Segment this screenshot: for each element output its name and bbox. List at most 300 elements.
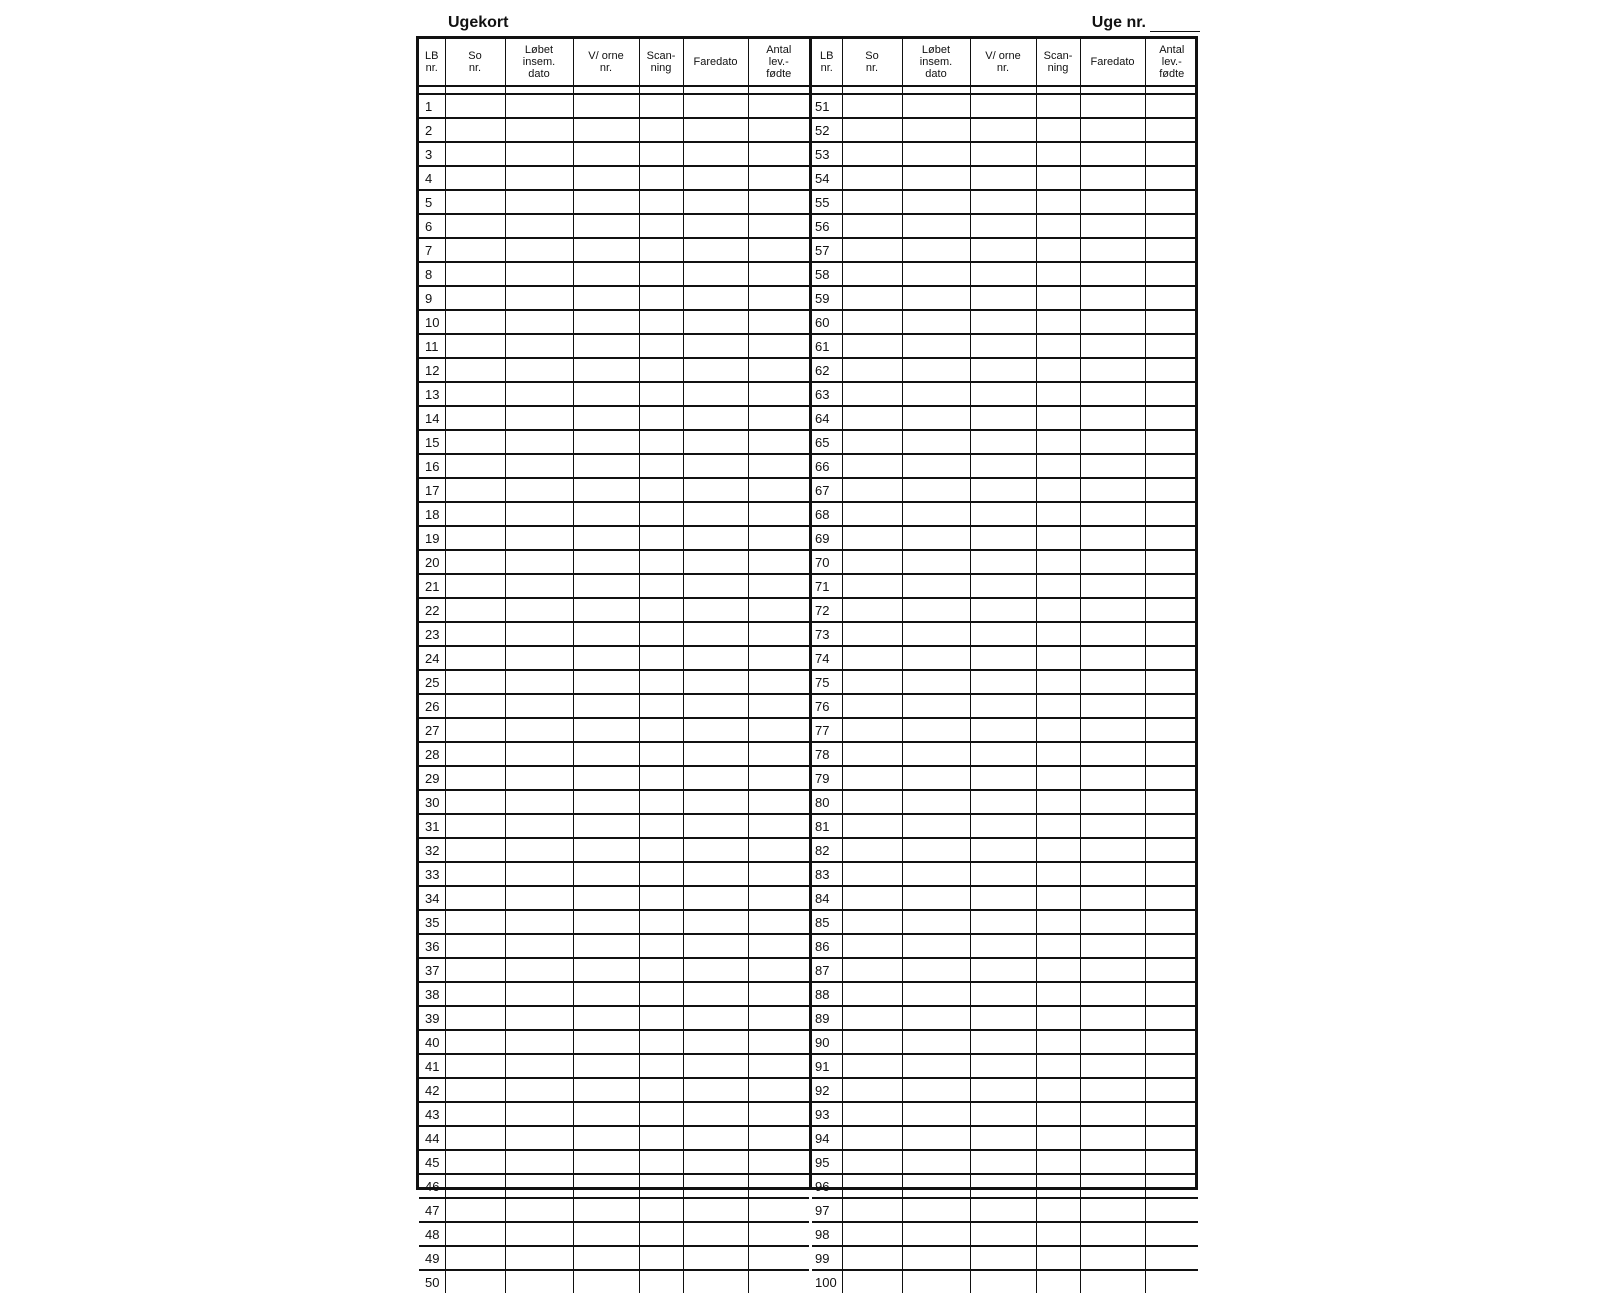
entry-cell-boar-nr[interactable]: [573, 598, 639, 622]
entry-cell-farrowing-date[interactable]: [683, 862, 748, 886]
entry-cell-boar-nr[interactable]: [573, 838, 639, 862]
entry-cell-liveborn-count[interactable]: [748, 1054, 809, 1078]
entry-cell-scanning[interactable]: [1036, 166, 1080, 190]
entry-cell-liveborn-count[interactable]: [1145, 502, 1198, 526]
entry-cell-insemination-date[interactable]: [902, 1030, 970, 1054]
entry-cell-scanning[interactable]: [1036, 982, 1080, 1006]
entry-cell-liveborn-count[interactable]: [1145, 958, 1198, 982]
entry-cell-insemination-date[interactable]: [902, 622, 970, 646]
entry-cell-liveborn-count[interactable]: [748, 574, 809, 598]
entry-cell-boar-nr[interactable]: [970, 382, 1036, 406]
entry-cell-farrowing-date[interactable]: [683, 1126, 748, 1150]
entry-cell-boar-nr[interactable]: [970, 1174, 1036, 1198]
entry-cell-insemination-date[interactable]: [505, 166, 573, 190]
entry-cell-liveborn-count[interactable]: [1145, 670, 1198, 694]
entry-cell-scanning[interactable]: [1036, 862, 1080, 886]
entry-cell-so-nr[interactable]: [842, 382, 902, 406]
entry-cell-liveborn-count[interactable]: [748, 670, 809, 694]
entry-cell-scanning[interactable]: [1036, 1174, 1080, 1198]
entry-cell-boar-nr[interactable]: [573, 190, 639, 214]
entry-cell-liveborn-count[interactable]: [1145, 814, 1198, 838]
entry-cell-farrowing-date[interactable]: [1080, 526, 1145, 550]
entry-cell-scanning[interactable]: [1036, 598, 1080, 622]
entry-cell-so-nr[interactable]: [842, 118, 902, 142]
entry-cell-boar-nr[interactable]: [970, 646, 1036, 670]
entry-cell-scanning[interactable]: [1036, 838, 1080, 862]
entry-cell-liveborn-count[interactable]: [748, 646, 809, 670]
entry-cell-so-nr[interactable]: [445, 430, 505, 454]
entry-cell-scanning[interactable]: [639, 142, 683, 166]
entry-cell-boar-nr[interactable]: [573, 502, 639, 526]
entry-cell-so-nr[interactable]: [445, 526, 505, 550]
entry-cell-boar-nr[interactable]: [573, 862, 639, 886]
entry-cell-insemination-date[interactable]: [505, 1054, 573, 1078]
entry-cell-farrowing-date[interactable]: [683, 1054, 748, 1078]
entry-cell-liveborn-count[interactable]: [748, 550, 809, 574]
entry-cell-so-nr[interactable]: [445, 838, 505, 862]
entry-cell-insemination-date[interactable]: [505, 790, 573, 814]
entry-cell-scanning[interactable]: [1036, 1030, 1080, 1054]
entry-cell-boar-nr[interactable]: [573, 1030, 639, 1054]
entry-cell-boar-nr[interactable]: [573, 430, 639, 454]
entry-cell-liveborn-count[interactable]: [748, 358, 809, 382]
entry-cell-liveborn-count[interactable]: [1145, 214, 1198, 238]
entry-cell-boar-nr[interactable]: [573, 1174, 639, 1198]
entry-cell-insemination-date[interactable]: [902, 286, 970, 310]
entry-cell-farrowing-date[interactable]: [1080, 166, 1145, 190]
entry-cell-insemination-date[interactable]: [505, 1270, 573, 1293]
entry-cell-insemination-date[interactable]: [505, 1174, 573, 1198]
entry-cell-liveborn-count[interactable]: [748, 1222, 809, 1246]
entry-cell-insemination-date[interactable]: [505, 742, 573, 766]
entry-cell-liveborn-count[interactable]: [1145, 1102, 1198, 1126]
entry-cell-so-nr[interactable]: [445, 478, 505, 502]
entry-cell-so-nr[interactable]: [842, 1126, 902, 1150]
entry-cell-boar-nr[interactable]: [573, 934, 639, 958]
entry-cell-insemination-date[interactable]: [902, 1102, 970, 1126]
entry-cell-boar-nr[interactable]: [970, 190, 1036, 214]
entry-cell-farrowing-date[interactable]: [1080, 454, 1145, 478]
entry-cell-farrowing-date[interactable]: [1080, 1222, 1145, 1246]
entry-cell-farrowing-date[interactable]: [683, 214, 748, 238]
entry-cell-farrowing-date[interactable]: [683, 310, 748, 334]
entry-cell-boar-nr[interactable]: [573, 886, 639, 910]
entry-cell-so-nr[interactable]: [445, 718, 505, 742]
entry-cell-scanning[interactable]: [1036, 1246, 1080, 1270]
entry-cell-insemination-date[interactable]: [505, 862, 573, 886]
entry-cell-insemination-date[interactable]: [505, 646, 573, 670]
entry-cell-boar-nr[interactable]: [573, 166, 639, 190]
entry-cell-liveborn-count[interactable]: [1145, 406, 1198, 430]
entry-cell-liveborn-count[interactable]: [1145, 910, 1198, 934]
entry-cell-liveborn-count[interactable]: [1145, 1198, 1198, 1222]
entry-cell-boar-nr[interactable]: [573, 262, 639, 286]
entry-cell-farrowing-date[interactable]: [683, 790, 748, 814]
entry-cell-boar-nr[interactable]: [573, 478, 639, 502]
entry-cell-farrowing-date[interactable]: [1080, 814, 1145, 838]
entry-cell-insemination-date[interactable]: [902, 502, 970, 526]
entry-cell-insemination-date[interactable]: [902, 1078, 970, 1102]
entry-cell-farrowing-date[interactable]: [1080, 1006, 1145, 1030]
entry-cell-farrowing-date[interactable]: [1080, 382, 1145, 406]
entry-cell-insemination-date[interactable]: [505, 886, 573, 910]
entry-cell-scanning[interactable]: [1036, 814, 1080, 838]
entry-cell-scanning[interactable]: [639, 478, 683, 502]
entry-cell-so-nr[interactable]: [445, 238, 505, 262]
entry-cell-boar-nr[interactable]: [573, 958, 639, 982]
entry-cell-boar-nr[interactable]: [573, 694, 639, 718]
entry-cell-scanning[interactable]: [639, 118, 683, 142]
entry-cell-so-nr[interactable]: [445, 142, 505, 166]
entry-cell-liveborn-count[interactable]: [748, 958, 809, 982]
entry-cell-farrowing-date[interactable]: [1080, 478, 1145, 502]
entry-cell-so-nr[interactable]: [842, 478, 902, 502]
entry-cell-so-nr[interactable]: [842, 694, 902, 718]
entry-cell-scanning[interactable]: [1036, 766, 1080, 790]
entry-cell-so-nr[interactable]: [842, 670, 902, 694]
entry-cell-insemination-date[interactable]: [902, 790, 970, 814]
entry-cell-so-nr[interactable]: [445, 310, 505, 334]
entry-cell-boar-nr[interactable]: [970, 1078, 1036, 1102]
entry-cell-insemination-date[interactable]: [902, 214, 970, 238]
entry-cell-scanning[interactable]: [1036, 478, 1080, 502]
entry-cell-liveborn-count[interactable]: [1145, 1246, 1198, 1270]
entry-cell-scanning[interactable]: [1036, 406, 1080, 430]
entry-cell-so-nr[interactable]: [842, 1054, 902, 1078]
entry-cell-scanning[interactable]: [639, 310, 683, 334]
entry-cell-farrowing-date[interactable]: [683, 526, 748, 550]
entry-cell-insemination-date[interactable]: [505, 454, 573, 478]
entry-cell-so-nr[interactable]: [842, 862, 902, 886]
entry-cell-farrowing-date[interactable]: [683, 622, 748, 646]
entry-cell-insemination-date[interactable]: [902, 310, 970, 334]
entry-cell-farrowing-date[interactable]: [1080, 118, 1145, 142]
entry-cell-scanning[interactable]: [639, 790, 683, 814]
entry-cell-boar-nr[interactable]: [573, 310, 639, 334]
entry-cell-boar-nr[interactable]: [573, 1246, 639, 1270]
entry-cell-farrowing-date[interactable]: [1080, 886, 1145, 910]
entry-cell-liveborn-count[interactable]: [748, 790, 809, 814]
entry-cell-boar-nr[interactable]: [970, 790, 1036, 814]
entry-cell-farrowing-date[interactable]: [1080, 238, 1145, 262]
entry-cell-boar-nr[interactable]: [970, 1150, 1036, 1174]
entry-cell-boar-nr[interactable]: [970, 958, 1036, 982]
entry-cell-so-nr[interactable]: [842, 958, 902, 982]
entry-cell-scanning[interactable]: [1036, 1006, 1080, 1030]
entry-cell-scanning[interactable]: [1036, 1078, 1080, 1102]
entry-cell-insemination-date[interactable]: [505, 94, 573, 118]
entry-cell-liveborn-count[interactable]: [1145, 862, 1198, 886]
entry-cell-liveborn-count[interactable]: [1145, 622, 1198, 646]
entry-cell-scanning[interactable]: [639, 1246, 683, 1270]
entry-cell-so-nr[interactable]: [842, 1198, 902, 1222]
entry-cell-so-nr[interactable]: [445, 1078, 505, 1102]
entry-cell-insemination-date[interactable]: [505, 622, 573, 646]
entry-cell-scanning[interactable]: [639, 934, 683, 958]
entry-cell-liveborn-count[interactable]: [1145, 1126, 1198, 1150]
entry-cell-insemination-date[interactable]: [902, 238, 970, 262]
entry-cell-farrowing-date[interactable]: [1080, 142, 1145, 166]
entry-cell-scanning[interactable]: [1036, 382, 1080, 406]
entry-cell-farrowing-date[interactable]: [1080, 1126, 1145, 1150]
entry-cell-so-nr[interactable]: [445, 910, 505, 934]
entry-cell-farrowing-date[interactable]: [683, 454, 748, 478]
entry-cell-farrowing-date[interactable]: [1080, 1030, 1145, 1054]
entry-cell-farrowing-date[interactable]: [683, 166, 748, 190]
entry-cell-insemination-date[interactable]: [902, 526, 970, 550]
entry-cell-boar-nr[interactable]: [970, 982, 1036, 1006]
entry-cell-scanning[interactable]: [1036, 118, 1080, 142]
entry-cell-boar-nr[interactable]: [970, 814, 1036, 838]
entry-cell-so-nr[interactable]: [445, 1006, 505, 1030]
entry-cell-so-nr[interactable]: [842, 838, 902, 862]
entry-cell-scanning[interactable]: [1036, 958, 1080, 982]
entry-cell-farrowing-date[interactable]: [683, 1150, 748, 1174]
entry-cell-scanning[interactable]: [639, 550, 683, 574]
entry-cell-scanning[interactable]: [639, 1006, 683, 1030]
entry-cell-so-nr[interactable]: [445, 862, 505, 886]
entry-cell-boar-nr[interactable]: [573, 118, 639, 142]
entry-cell-boar-nr[interactable]: [573, 1198, 639, 1222]
entry-cell-so-nr[interactable]: [445, 1270, 505, 1293]
entry-cell-scanning[interactable]: [639, 502, 683, 526]
entry-cell-insemination-date[interactable]: [505, 286, 573, 310]
entry-cell-insemination-date[interactable]: [902, 862, 970, 886]
entry-cell-insemination-date[interactable]: [902, 958, 970, 982]
week-number-field[interactable]: [1092, 14, 1200, 32]
entry-cell-farrowing-date[interactable]: [683, 118, 748, 142]
entry-cell-farrowing-date[interactable]: [683, 1198, 748, 1222]
entry-cell-liveborn-count[interactable]: [1145, 766, 1198, 790]
entry-cell-liveborn-count[interactable]: [1145, 1222, 1198, 1246]
entry-cell-farrowing-date[interactable]: [1080, 670, 1145, 694]
entry-cell-scanning[interactable]: [1036, 622, 1080, 646]
entry-cell-insemination-date[interactable]: [505, 214, 573, 238]
entry-cell-so-nr[interactable]: [842, 1270, 902, 1293]
entry-cell-insemination-date[interactable]: [902, 934, 970, 958]
entry-cell-liveborn-count[interactable]: [748, 526, 809, 550]
entry-cell-so-nr[interactable]: [445, 166, 505, 190]
entry-cell-boar-nr[interactable]: [970, 406, 1036, 430]
entry-cell-boar-nr[interactable]: [970, 526, 1036, 550]
entry-cell-insemination-date[interactable]: [902, 1174, 970, 1198]
entry-cell-scanning[interactable]: [1036, 694, 1080, 718]
entry-cell-farrowing-date[interactable]: [1080, 1174, 1145, 1198]
entry-cell-liveborn-count[interactable]: [748, 1078, 809, 1102]
entry-cell-farrowing-date[interactable]: [1080, 1246, 1145, 1270]
entry-cell-so-nr[interactable]: [842, 934, 902, 958]
entry-cell-scanning[interactable]: [639, 406, 683, 430]
entry-cell-insemination-date[interactable]: [902, 1222, 970, 1246]
entry-cell-farrowing-date[interactable]: [683, 1030, 748, 1054]
entry-cell-liveborn-count[interactable]: [748, 910, 809, 934]
entry-cell-insemination-date[interactable]: [505, 334, 573, 358]
entry-cell-boar-nr[interactable]: [970, 1102, 1036, 1126]
entry-cell-scanning[interactable]: [639, 886, 683, 910]
entry-cell-insemination-date[interactable]: [902, 406, 970, 430]
entry-cell-scanning[interactable]: [1036, 1198, 1080, 1222]
entry-cell-liveborn-count[interactable]: [748, 118, 809, 142]
entry-cell-so-nr[interactable]: [842, 526, 902, 550]
entry-cell-so-nr[interactable]: [445, 646, 505, 670]
entry-cell-farrowing-date[interactable]: [1080, 334, 1145, 358]
entry-cell-insemination-date[interactable]: [902, 550, 970, 574]
entry-cell-boar-nr[interactable]: [970, 1198, 1036, 1222]
entry-cell-scanning[interactable]: [639, 574, 683, 598]
entry-cell-so-nr[interactable]: [445, 934, 505, 958]
entry-cell-so-nr[interactable]: [445, 670, 505, 694]
entry-cell-boar-nr[interactable]: [970, 1006, 1036, 1030]
entry-cell-scanning[interactable]: [1036, 430, 1080, 454]
entry-cell-insemination-date[interactable]: [505, 694, 573, 718]
entry-cell-so-nr[interactable]: [445, 190, 505, 214]
entry-cell-so-nr[interactable]: [445, 94, 505, 118]
entry-cell-farrowing-date[interactable]: [1080, 958, 1145, 982]
entry-cell-insemination-date[interactable]: [902, 334, 970, 358]
entry-cell-so-nr[interactable]: [445, 550, 505, 574]
entry-cell-boar-nr[interactable]: [573, 142, 639, 166]
entry-cell-scanning[interactable]: [639, 1174, 683, 1198]
entry-cell-farrowing-date[interactable]: [683, 430, 748, 454]
entry-cell-insemination-date[interactable]: [902, 838, 970, 862]
entry-cell-farrowing-date[interactable]: [683, 910, 748, 934]
entry-cell-liveborn-count[interactable]: [1145, 694, 1198, 718]
entry-cell-scanning[interactable]: [639, 838, 683, 862]
entry-cell-so-nr[interactable]: [445, 1150, 505, 1174]
entry-cell-farrowing-date[interactable]: [683, 262, 748, 286]
entry-cell-liveborn-count[interactable]: [748, 166, 809, 190]
entry-cell-insemination-date[interactable]: [902, 454, 970, 478]
entry-cell-boar-nr[interactable]: [970, 1246, 1036, 1270]
entry-cell-scanning[interactable]: [1036, 334, 1080, 358]
entry-cell-insemination-date[interactable]: [902, 742, 970, 766]
entry-cell-farrowing-date[interactable]: [1080, 910, 1145, 934]
entry-cell-insemination-date[interactable]: [505, 526, 573, 550]
entry-cell-so-nr[interactable]: [842, 550, 902, 574]
entry-cell-boar-nr[interactable]: [970, 886, 1036, 910]
entry-cell-so-nr[interactable]: [842, 646, 902, 670]
entry-cell-boar-nr[interactable]: [573, 574, 639, 598]
entry-cell-so-nr[interactable]: [445, 1198, 505, 1222]
entry-cell-liveborn-count[interactable]: [748, 814, 809, 838]
entry-cell-scanning[interactable]: [1036, 214, 1080, 238]
entry-cell-scanning[interactable]: [1036, 1222, 1080, 1246]
entry-cell-scanning[interactable]: [1036, 310, 1080, 334]
entry-cell-insemination-date[interactable]: [505, 1006, 573, 1030]
entry-cell-farrowing-date[interactable]: [683, 1078, 748, 1102]
entry-cell-insemination-date[interactable]: [505, 1078, 573, 1102]
entry-cell-insemination-date[interactable]: [902, 358, 970, 382]
entry-cell-boar-nr[interactable]: [970, 1030, 1036, 1054]
entry-cell-liveborn-count[interactable]: [748, 238, 809, 262]
entry-cell-so-nr[interactable]: [842, 742, 902, 766]
entry-cell-scanning[interactable]: [639, 94, 683, 118]
entry-cell-so-nr[interactable]: [445, 766, 505, 790]
entry-cell-insemination-date[interactable]: [505, 238, 573, 262]
entry-cell-insemination-date[interactable]: [505, 766, 573, 790]
entry-cell-boar-nr[interactable]: [970, 310, 1036, 334]
entry-cell-scanning[interactable]: [639, 718, 683, 742]
entry-cell-scanning[interactable]: [1036, 646, 1080, 670]
entry-cell-scanning[interactable]: [1036, 526, 1080, 550]
entry-cell-boar-nr[interactable]: [970, 694, 1036, 718]
entry-cell-farrowing-date[interactable]: [1080, 1150, 1145, 1174]
entry-cell-farrowing-date[interactable]: [1080, 550, 1145, 574]
entry-cell-liveborn-count[interactable]: [1145, 718, 1198, 742]
entry-cell-so-nr[interactable]: [842, 574, 902, 598]
entry-cell-scanning[interactable]: [1036, 670, 1080, 694]
entry-cell-farrowing-date[interactable]: [683, 286, 748, 310]
entry-cell-insemination-date[interactable]: [505, 814, 573, 838]
entry-cell-liveborn-count[interactable]: [748, 694, 809, 718]
entry-cell-farrowing-date[interactable]: [1080, 310, 1145, 334]
entry-cell-boar-nr[interactable]: [970, 118, 1036, 142]
entry-cell-farrowing-date[interactable]: [683, 1102, 748, 1126]
entry-cell-boar-nr[interactable]: [573, 1126, 639, 1150]
entry-cell-scanning[interactable]: [639, 1078, 683, 1102]
entry-cell-liveborn-count[interactable]: [1145, 1174, 1198, 1198]
entry-cell-so-nr[interactable]: [842, 718, 902, 742]
entry-cell-farrowing-date[interactable]: [683, 382, 748, 406]
entry-cell-farrowing-date[interactable]: [683, 718, 748, 742]
entry-cell-farrowing-date[interactable]: [683, 94, 748, 118]
entry-cell-so-nr[interactable]: [445, 1030, 505, 1054]
entry-cell-so-nr[interactable]: [445, 1126, 505, 1150]
entry-cell-farrowing-date[interactable]: [683, 1270, 748, 1293]
entry-cell-liveborn-count[interactable]: [1145, 118, 1198, 142]
entry-cell-boar-nr[interactable]: [573, 910, 639, 934]
entry-cell-insemination-date[interactable]: [902, 814, 970, 838]
entry-cell-farrowing-date[interactable]: [683, 742, 748, 766]
entry-cell-scanning[interactable]: [639, 382, 683, 406]
entry-cell-liveborn-count[interactable]: [1145, 526, 1198, 550]
entry-cell-so-nr[interactable]: [842, 886, 902, 910]
entry-cell-farrowing-date[interactable]: [683, 598, 748, 622]
entry-cell-insemination-date[interactable]: [902, 1054, 970, 1078]
entry-cell-so-nr[interactable]: [842, 910, 902, 934]
entry-cell-scanning[interactable]: [639, 1102, 683, 1126]
entry-cell-boar-nr[interactable]: [573, 1054, 639, 1078]
entry-cell-farrowing-date[interactable]: [683, 1174, 748, 1198]
entry-cell-boar-nr[interactable]: [970, 94, 1036, 118]
entry-cell-boar-nr[interactable]: [970, 742, 1036, 766]
entry-cell-insemination-date[interactable]: [505, 310, 573, 334]
entry-cell-so-nr[interactable]: [842, 622, 902, 646]
entry-cell-farrowing-date[interactable]: [1080, 934, 1145, 958]
entry-cell-so-nr[interactable]: [842, 766, 902, 790]
entry-cell-so-nr[interactable]: [445, 982, 505, 1006]
entry-cell-scanning[interactable]: [1036, 742, 1080, 766]
entry-cell-insemination-date[interactable]: [902, 982, 970, 1006]
entry-cell-scanning[interactable]: [639, 238, 683, 262]
entry-cell-so-nr[interactable]: [842, 286, 902, 310]
entry-cell-so-nr[interactable]: [842, 1078, 902, 1102]
entry-cell-liveborn-count[interactable]: [1145, 334, 1198, 358]
entry-cell-liveborn-count[interactable]: [748, 142, 809, 166]
entry-cell-farrowing-date[interactable]: [1080, 622, 1145, 646]
entry-cell-so-nr[interactable]: [445, 118, 505, 142]
entry-cell-boar-nr[interactable]: [573, 94, 639, 118]
entry-cell-farrowing-date[interactable]: [683, 358, 748, 382]
entry-cell-so-nr[interactable]: [445, 502, 505, 526]
entry-cell-liveborn-count[interactable]: [748, 310, 809, 334]
entry-cell-insemination-date[interactable]: [902, 1006, 970, 1030]
entry-cell-scanning[interactable]: [639, 1270, 683, 1293]
entry-cell-scanning[interactable]: [639, 862, 683, 886]
entry-cell-boar-nr[interactable]: [970, 166, 1036, 190]
entry-cell-boar-nr[interactable]: [573, 334, 639, 358]
entry-cell-insemination-date[interactable]: [505, 118, 573, 142]
